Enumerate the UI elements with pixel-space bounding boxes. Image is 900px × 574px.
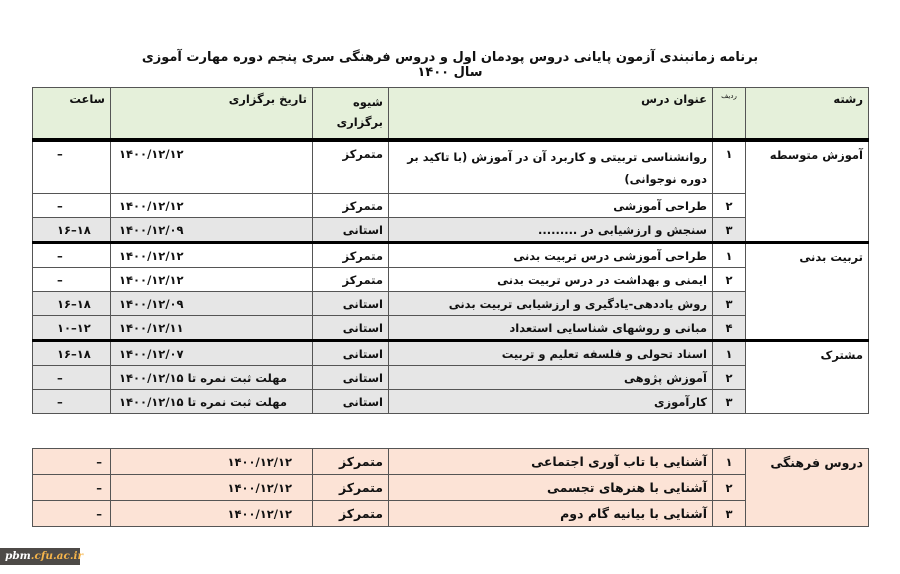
exam-time: ۱۰–۱۲ [33,316,111,341]
row-number: ۲ [713,268,746,292]
table-row [33,390,869,414]
course-title: مبانی و روشهای شناسایی استعداد [389,316,713,341]
exam-method: استانی [313,390,389,414]
exam-method: متمرکز [313,268,389,292]
exam-time: – [33,501,111,527]
course-title: آشنایی با تاب آوری اجتماعی [389,449,713,475]
exam-method: متمرکز [313,475,389,501]
field-cell: دروس فرهنگی [746,449,869,527]
row-number: ۱ [713,243,746,268]
course-title: سنجش و ارزشیابی در ......... [389,218,713,243]
site-watermark [0,548,84,565]
row-number: ۳ [713,390,746,414]
row-number: ۲ [713,366,746,390]
field-cell: مشترک [746,341,869,414]
table-row [33,218,869,243]
row-number: ۲ [713,475,746,501]
exam-date: ۱۴۰۰/۱۲/۱۲ [111,449,313,475]
exam-date: مهلت ثبت نمره تا ۱۴۰۰/۱۲/۱۵ [111,390,313,414]
exam-date: ۱۴۰۰/۱۲/۰۹ [111,292,313,316]
exam-date: ۱۴۰۰/۱۲/۱۲ [111,268,313,292]
exam-schedule-table [32,87,869,414]
exam-method: متمرکز [313,140,389,194]
course-title: روش یاددهی-یادگیری و ارزشیابی تربیت بدنی [389,292,713,316]
row-number: ۱ [713,140,746,194]
table-row [33,292,869,316]
table-row [33,475,869,501]
cultural-courses-table [32,448,869,527]
exam-method: استانی [313,292,389,316]
exam-time: – [33,243,111,268]
exam-time: ۱۶–۱۸ [33,292,111,316]
course-title: آشنایی با هنرهای تجسمی [389,475,713,501]
exam-time: – [33,475,111,501]
header-field: رشته [746,88,869,141]
exam-date: ۱۴۰۰/۱۲/۱۲ [111,475,313,501]
course-title: روانشناسی تربیتی و کاربرد آن در آموزش (با تاکید بر دوره نوجوانی) [389,140,713,194]
table-row [33,449,869,475]
exam-date: مهلت ثبت نمره تا ۱۴۰۰/۱۲/۱۵ [111,366,313,390]
row-number: ۱ [713,341,746,366]
exam-method: متمرکز [313,501,389,527]
table-row [33,140,869,194]
row-number: ۲ [713,194,746,218]
table-row [33,366,869,390]
exam-method: استانی [313,366,389,390]
exam-date: ۱۴۰۰/۱۲/۰۷ [111,341,313,366]
header-course: عنوان درس [389,88,713,141]
exam-time: – [33,366,111,390]
table-row [33,341,869,366]
row-number: ۳ [713,292,746,316]
exam-time: – [33,194,111,218]
exam-time: – [33,390,111,414]
exam-time: ۱۶–۱۸ [33,341,111,366]
course-title: طراحی آموزشی درس تربیت بدنی [389,243,713,268]
exam-method: متمرکز [313,243,389,268]
exam-date: ۱۴۰۰/۱۲/۱۱ [111,316,313,341]
header-method: شیوه برگزاری [313,88,389,141]
exam-method: استانی [313,218,389,243]
course-title: ایمنی و بهداشت در درس تربیت بدنی [389,268,713,292]
exam-method: استانی [313,341,389,366]
header-time: ساعت [33,88,111,141]
watermark-prefix: pbm [5,550,31,562]
exam-date: ۱۴۰۰/۱۲/۱۲ [111,194,313,218]
table-row [33,194,869,218]
row-number: ۳ [713,218,746,243]
header-date: تاریخ برگزاری [111,88,313,141]
exam-date: ۱۴۰۰/۱۲/۱۲ [111,140,313,194]
header-row-number: ردیف [713,88,746,141]
watermark-domain: .cfu.ac.ir [30,550,84,562]
page-title: برنامه زمانبندی آزمون پایانی دروس پودمان اول و دروس فرهنگی سری پنجم دوره مهارت آموزی سال ۱۴۰۰ [141,50,759,80]
table-row [33,316,869,341]
exam-date: ۱۴۰۰/۱۲/۰۹ [111,218,313,243]
row-number: ۴ [713,316,746,341]
course-title: طراحی آموزشی [389,194,713,218]
table-row [33,268,869,292]
exam-method: استانی [313,316,389,341]
field-cell: تربیت بدنی [746,243,869,341]
row-number: ۱ [713,449,746,475]
course-title: آموزش پژوهی [389,366,713,390]
course-title: آشنایی با بیانیه گام دوم [389,501,713,527]
exam-time: – [33,449,111,475]
header-row [33,88,869,141]
exam-method: متمرکز [313,449,389,475]
exam-method: متمرکز [313,194,389,218]
exam-time: – [33,140,111,194]
course-title: کارآموزی [389,390,713,414]
exam-date: ۱۴۰۰/۱۲/۱۲ [111,501,313,527]
table-row [33,501,869,527]
field-cell: آموزش متوسطه [746,140,869,243]
row-number: ۳ [713,501,746,527]
exam-time: ۱۶–۱۸ [33,218,111,243]
exam-date: ۱۴۰۰/۱۲/۱۲ [111,243,313,268]
exam-time: – [33,268,111,292]
course-title: اسناد تحولی و فلسفه تعلیم و تربیت [389,341,713,366]
table-row [33,243,869,268]
